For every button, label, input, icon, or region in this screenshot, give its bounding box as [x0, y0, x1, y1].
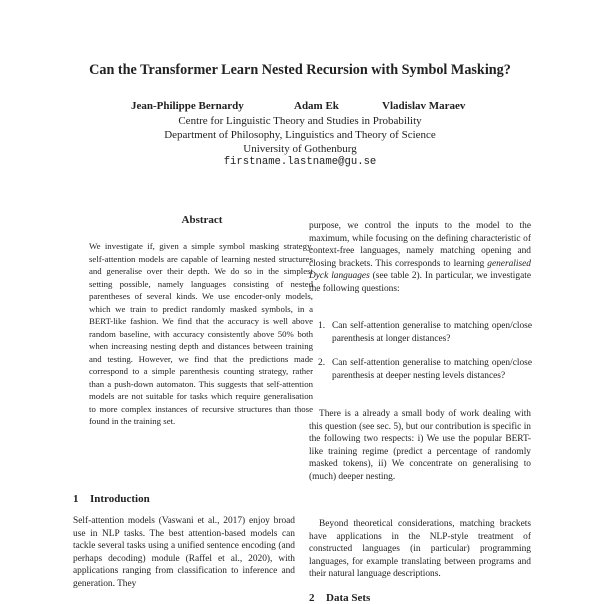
section-title: Introduction: [90, 493, 150, 505]
italic-term: generalised Dyck languages: [309, 258, 531, 281]
author-name: Vladislav Maraev: [382, 100, 466, 112]
section-heading: [309, 592, 370, 604]
author-name: Jean-Philippe Bernardy: [131, 100, 244, 112]
abstract-text: We investigate if, given a simple symbol masking strategy, self-attention models are capable of learning nested structures and generalise over their depth. We do so in the simplest setting possible, namely languages consisting of nested parentheses of several kinds. We use encoder-only models, which we train to predict randomly masked symbols, in a BERT-like fashion. We find that the accuracy is well above random baseline, with accuracy consistently above 50% both when increasing nesting depth and distances between training and testing. However, we find that the predictions made correspond to a simple parenthesis counting strategy, rather than a push-down automaton. This suggests that self-attention models are not suitable for tasks which require generalisation to more complex instances of recursive structures than those found in the training set.: [89, 241, 313, 426]
affiliation-line: Department of Philosophy, Linguistics and Theory of Science: [164, 129, 436, 141]
author-name: Adam Ek: [294, 100, 339, 112]
section-number: 2: [309, 592, 315, 604]
body-paragraph: [309, 220, 531, 295]
body-paragraph: There is a already a small body of work dealing with this question (see sec. 5), but our contribution is specific in the following two respects: i) We use the popular BERT-like training regime (predict a percentage of randomly masked tokens), ii) We concentrate on generalising to (much) deeper nesting.: [309, 409, 531, 482]
body-text: purpose, we control the inputs to the model to the maximum, while focusing on the defining characteristic of context-free languages, namely matching opening and closing brackets. This corresponds to learning: [309, 221, 531, 269]
question-text: Can self-attention generalise to matching open/close parenthesis at longer distances?: [332, 321, 532, 344]
intro-paragraph: Self-attention models (Vaswani et al., 2017) enjoy broad use in NLP tasks. The best attention-based models can tackle several tasks using a unified sentence encoding (and perhaps decoding) module (Raffel et al., 2020), with applications ranging from classification to inference and generation. They: [73, 516, 295, 589]
body-text: (see table 2). In particular, we investigate the following questions:: [309, 271, 531, 294]
question-text: Can self-attention generalise to matching open/close parenthesis at deeper nesting levels distances?: [332, 358, 532, 381]
question-number: 1.: [318, 321, 326, 331]
section-title: Data Sets: [326, 592, 371, 604]
paper-title: Can the Transformer Learn Nested Recursion with Symbol Masking?: [89, 62, 511, 78]
section-number: 1: [73, 493, 79, 505]
abstract-heading: Abstract: [181, 214, 223, 226]
author-list: [0, 100, 600, 114]
author-email: firstname.lastname@gu.se: [223, 156, 377, 168]
section-heading: [73, 493, 150, 505]
affiliation-line: University of Gothenburg: [243, 143, 357, 155]
body-paragraph: Beyond theoretical considerations, matching brackets have applications in the NLP-style treatment of constructed languages (in particular) programming languages, for example translating between programs and their natural language descriptions.: [309, 519, 531, 579]
question-number: 2.: [318, 358, 326, 368]
affiliation-line: Centre for Linguistic Theory and Studies in Probability: [178, 115, 422, 127]
